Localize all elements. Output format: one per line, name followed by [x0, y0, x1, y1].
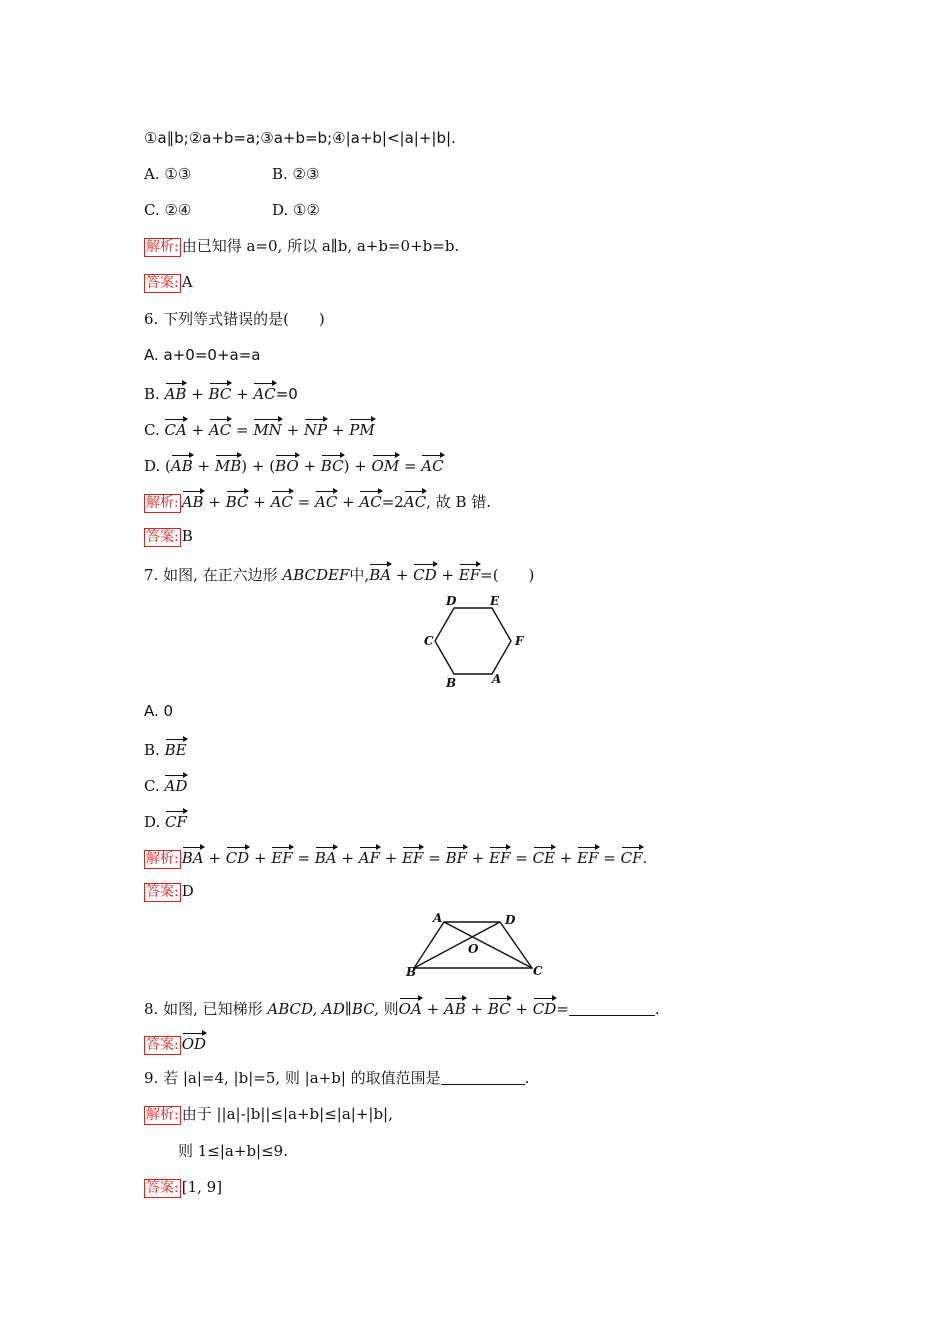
hex-label-f: F	[515, 634, 524, 648]
q8-period: .	[654, 1000, 660, 1018]
q6-option-b[interactable]: B. AB + BC + AC=0	[144, 381, 298, 404]
vector-bc: BC	[209, 381, 232, 404]
vector-ac: AC	[359, 489, 381, 512]
vector-bc: BC	[226, 489, 249, 512]
vector-ab: AB	[165, 381, 187, 404]
q9-analysis-2: 则 1≤|a+b|≤9.	[178, 1142, 288, 1160]
answer-label: 答案:	[146, 1180, 179, 1196]
hex-label-e: E	[490, 594, 500, 608]
trapezoid-figure	[402, 908, 552, 980]
vector-ac: AC	[404, 489, 426, 512]
trap-label-b: B	[406, 965, 417, 979]
vector-ce: CE	[533, 845, 555, 868]
vector-ac: AC	[315, 489, 337, 512]
vector-ac: AC	[253, 381, 275, 404]
vector-np: NP	[304, 417, 327, 440]
option-prefix: C.	[144, 777, 165, 795]
option-prefix: C.	[144, 421, 165, 439]
vector-mn: MN	[253, 417, 281, 440]
q7-stem-text-2: 中,	[349, 566, 370, 584]
vector-bc: BC	[321, 453, 344, 476]
q9-answer	[144, 1177, 222, 1198]
q9-stem-text: 9. 若 |a|=4, |b|=5, 则 |a+b| 的取值范围是	[144, 1069, 441, 1087]
vector-ef: EF	[459, 562, 480, 585]
vector-ac: AC	[271, 489, 293, 512]
option-prefix: B.	[144, 741, 165, 759]
q6-option-a[interactable]: A. a+0=0+a=a	[144, 346, 261, 364]
vector-cf: CF	[621, 845, 643, 868]
q7-option-b[interactable]	[144, 737, 187, 760]
q7-answer-text: D	[181, 882, 194, 900]
vector-ca: CA	[164, 417, 186, 440]
q5-option-c[interactable]: C. ②④	[144, 201, 192, 219]
q7-option-d[interactable]	[144, 809, 187, 832]
q9-period: .	[524, 1069, 530, 1087]
option-prefix: B.	[144, 385, 165, 403]
analysis-label: 解析:	[146, 495, 179, 511]
hex-label-d: D	[446, 594, 457, 608]
q9-stem	[144, 1068, 529, 1088]
q5-answer	[144, 272, 193, 293]
analysis-label: 解析:	[146, 851, 179, 867]
q5-options-row2	[144, 200, 400, 220]
answer-label: 答案:	[146, 884, 179, 900]
q6-stem: 6. 下列等式错误的是( )	[144, 310, 325, 328]
vector-mb: MB	[215, 453, 241, 476]
vector-cd: CD	[533, 996, 557, 1019]
vector-bc: BC	[488, 996, 511, 1019]
q7-stem-text-3: =( )	[480, 566, 535, 584]
q9-analysis-text: 由于 ||a|-|b||≤|a+b|≤|a|+|b|,	[181, 1105, 393, 1123]
vector-ab: AB	[444, 996, 466, 1019]
q5-answer-text: A	[181, 273, 193, 291]
q9-answer-text: [1, 9]	[181, 1178, 223, 1196]
vector-ef: EF	[271, 845, 292, 868]
trap-label-o: O	[468, 942, 479, 956]
q8-equals: =	[556, 1000, 569, 1018]
hex-label-b: B	[446, 676, 457, 690]
answer-label: 答案:	[146, 275, 179, 291]
q5-option-b[interactable]: B. ②③	[272, 165, 320, 183]
vector-af: AF	[359, 845, 380, 868]
vector-ba: BA	[315, 845, 337, 868]
vector-ab: AB	[171, 453, 193, 476]
q6-analysis-tail: , 故 B 错.	[426, 493, 492, 511]
q5-options-row1	[144, 164, 400, 184]
vector-ba: BA	[369, 562, 391, 585]
q9-answer-blank[interactable]	[441, 1070, 525, 1085]
vector-ac: AC	[421, 453, 443, 476]
answer-label: 答案:	[146, 1037, 179, 1053]
trap-label-c: C	[533, 964, 543, 978]
option-prefix: D.	[144, 457, 166, 475]
q5-analysis	[144, 236, 459, 257]
vector-cf: CF	[165, 809, 187, 832]
hexagon-figure	[420, 592, 530, 690]
q5-analysis-text: 由已知得 a=0, 所以 a∥b, a+b=0+b=b.	[181, 237, 460, 255]
q8-stem: 8. 如图, 已知梯形 ABCD, AD∥BC, 则OA + AB + BC + CD= .	[144, 996, 660, 1019]
q7-hexagon-name: ABCDEF	[282, 566, 350, 584]
option-prefix: D.	[144, 813, 166, 831]
answer-label: 答案:	[146, 529, 179, 545]
vector-bf: BF	[446, 845, 467, 868]
q6-option-d[interactable]: D. (AB + MB) + (BO + BC) + OM = AC	[144, 453, 444, 476]
hex-label-a: A	[492, 672, 502, 686]
q5-option-a[interactable]: A. ①③	[144, 165, 192, 183]
vector-ef: EF	[402, 845, 423, 868]
vector-pm: PM	[349, 417, 374, 440]
q9-analysis	[144, 1104, 393, 1125]
vector-cd: CD	[413, 562, 437, 585]
vector-cd: CD	[226, 845, 250, 868]
trap-label-d: D	[505, 913, 516, 927]
vector-bo: BO	[275, 453, 299, 476]
q6-analysis: 解析: AB + BC + AC = AC + AC=2AC, 故 B 错.	[144, 489, 491, 513]
q6-option-c[interactable]: C. CA + AC = MN + NP + PM	[144, 417, 375, 440]
vector-oa: OA	[399, 996, 422, 1019]
q5-option-d[interactable]: D. ①②	[272, 201, 320, 219]
vector-ef: EF	[577, 845, 598, 868]
q8-stem-text: 8. 如图, 已知梯形	[144, 1000, 263, 1018]
trap-label-a: A	[433, 911, 443, 925]
q6-answer-text: B	[181, 527, 193, 545]
q6-answer	[144, 526, 193, 547]
analysis-label: 解析:	[146, 239, 179, 255]
q7-option-a[interactable]: A. 0	[144, 702, 174, 720]
vector-od: OD	[182, 1031, 206, 1054]
q7-stem: 7. 如图, 在正六边形 ABCDEF中,BA + CD + EF=( )	[144, 562, 534, 585]
vector-om: OM	[372, 453, 400, 476]
vector-ab: AB	[182, 489, 204, 512]
q8-answer-blank[interactable]	[569, 1001, 655, 1016]
q8-stem-text-2: 则	[383, 1000, 399, 1018]
q7-stem-text: 7. 如图, 在正六边形	[144, 566, 278, 584]
q5-stem: ①a∥b;②a+b=a;③a+b=b;④|a+b|<|a|+|b|.	[144, 129, 456, 147]
vector-be: BE	[165, 737, 187, 760]
vector-ba: BA	[182, 845, 204, 868]
q8-answer	[144, 1031, 206, 1055]
q8-trapezoid-name: ABCD, AD∥BC,	[267, 1000, 379, 1018]
hex-label-c: C	[424, 634, 434, 648]
q7-option-c[interactable]	[144, 773, 187, 796]
q7-analysis: 解析: BA + CD + EF = BA + AF + EF = BF + EF = CE + EF = CF.	[144, 845, 647, 869]
vector-ac: AC	[209, 417, 231, 440]
vector-ef: EF	[489, 845, 510, 868]
q7-answer	[144, 881, 194, 902]
analysis-label: 解析:	[146, 1107, 179, 1123]
vector-ad: AD	[164, 773, 187, 796]
